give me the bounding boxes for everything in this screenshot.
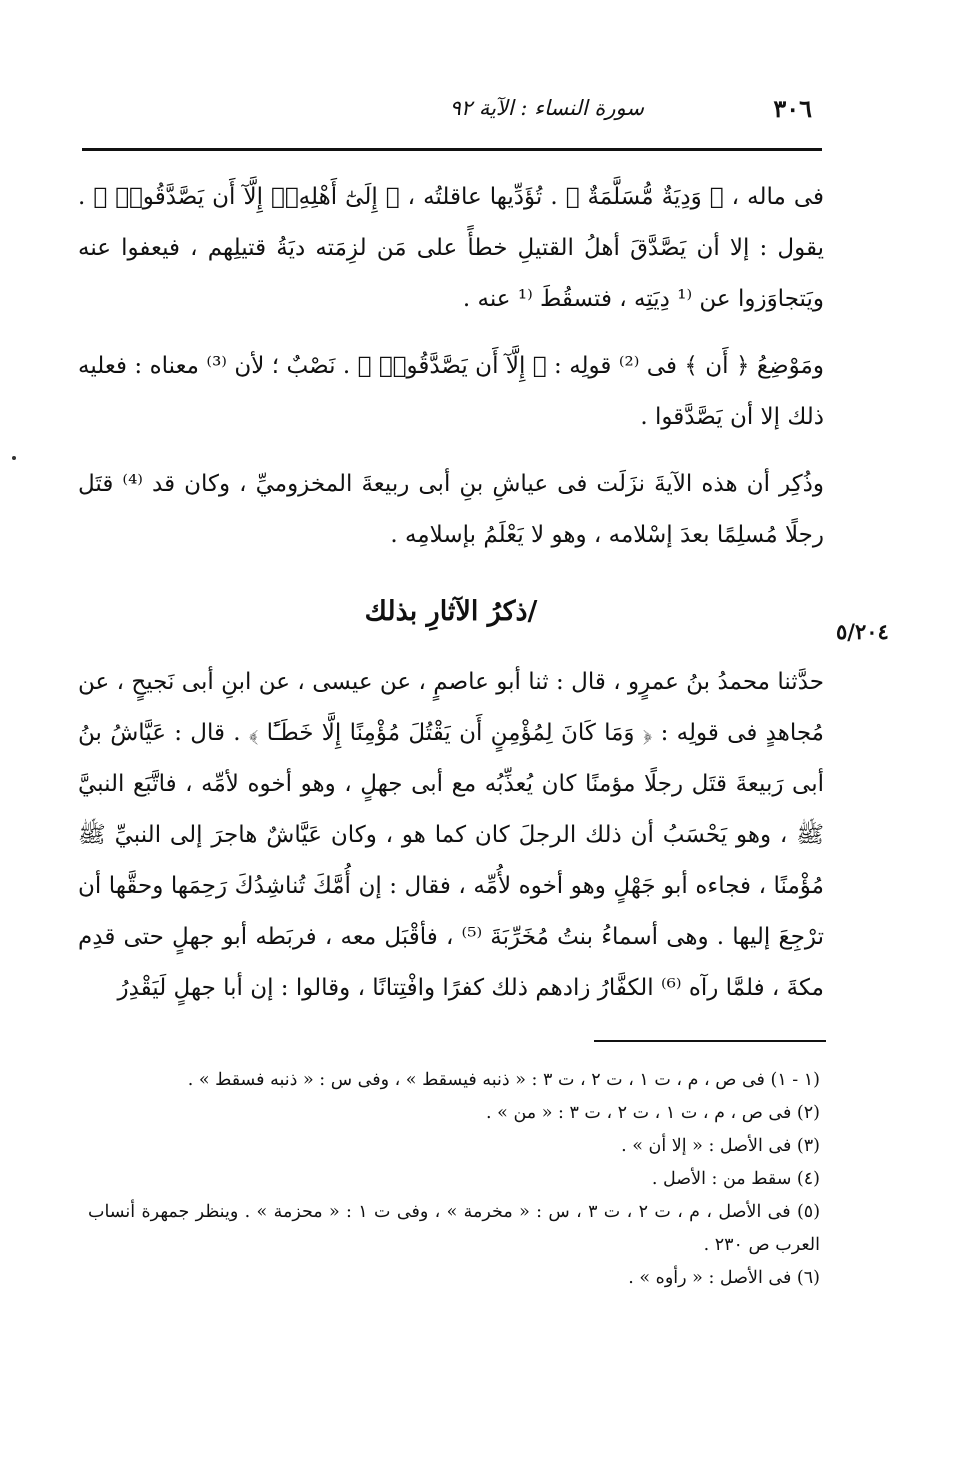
paragraph: حدَّثنا محمدُ بنُ عمرٍو ، قال : ثنا أبو عاصمٍ ، عن عيسى ، عن ابنِ أبى نَجيحٍ ، عن مُجاهدٍ فى قولِه : ﴿ وَمَا كَانَ لِمُؤْمِنٍ أَن يَقْتُلَ مُؤْمِنًا إِلَّا خَطَـًٔا ﴾ . قال : عَيَّاشُ بنُ أبى رَبيعةَ قتَل رجلًا مؤمنًا كان يُعذِّبُه مع أبى جهلٍ ، وهو أخوه لأمِّه ، فاتَّبَع النبيَّ ﷺ ، وهو يَحْسَبُ أن ذلك الرجلَ كان كما هو ، وكان عَيَّاشٌ هاجرَ إلى النبيِّ ﷺ مُؤْمنًا ، فجاءه أبو جَهْلٍ وهو أخوه لأُمِّه ، فقال : إن أُمَّكَ تُناشِدُكَ رَحِمَها وحقَّها أن ترْجِعَ إليها . وهى أسماءُ بنتُ مُخَرِّبَةَ ⁽⁵⁾ ، فأقْبَل معه ، فربَطه أبو جهلٍ حتى قدِم مكةَ ، فلمَّا رآه ⁽⁶⁾ الكفَّارُ زادهم ذلك كفرًا وافْتِتانًا ، وقالوا : إن أبا جهلٍ لَيَقْدِرُ: [78, 669, 824, 1001]
footnote-separator: [594, 1040, 826, 1042]
main-text: [78, 172, 824, 1014]
paragraph: فى ماله ، ﴿ وَدِيَةٌ مُّسَلَّمَةٌ ﴾ . تُؤَدِّيها عاقلتُه ، ﴿ إِلَىٰٓ أَهْلِهِۦٓ إِلَّآ أَن يَصَّدَّقُوا۟ ﴾ . يقول : إلا أن يَصَّدَّقَ أهلُ القتيلِ خطأً على مَن لزِمَته ديَةُ قتيلِهم ، فيعفوا عنه ويَتجاوَزوا عن ⁽¹ دِيَتِه ، فتسقُطَ ⁽¹ عنه .: [78, 184, 824, 312]
running-title: سورة النساء : الآية ٩٢: [449, 96, 644, 120]
footnote: (٥) فى الأصل ، م ، ت ٢ ، ت ٣ ، س : « مخرمة » ، وفى ت ١ : « محزمة » . وينظر جمهرة أنساب العرب ص ٢٣٠ .: [88, 1202, 821, 1255]
footnote: (١ - ١) فى ص ، م ، ت ١ ، ت ٢ ، ت ٣ : « ذنبه فيسقط » ، وفى س : « ذنبه فسقط » .: [187, 1070, 820, 1090]
margin-page-reference: ٥/٢٠٤: [836, 619, 889, 644]
footnote: (٣) فى الأصل : « إلا أن » .: [621, 1136, 820, 1156]
section-heading: /ذكرُ الآثارِ بذلك: [364, 596, 538, 627]
header-rule: [82, 148, 822, 151]
footnote: (٦) فى الأصل : « رأوه » .: [628, 1268, 820, 1288]
page-header: [82, 92, 822, 132]
scan-speck: [12, 456, 16, 460]
page-number: ٣٠٦: [773, 94, 812, 123]
footnote: (٤) سقط من : الأصل .: [651, 1169, 820, 1189]
paragraph: ومَوْضِعُ ﴿ أَن ﴾ فى ⁽²⁾ قولِه : ﴿ إِلَّآ أَن يَصَّدَّقُوا۟ ﴾ . نَصْبٌ ؛ لأن ⁽³⁾ معناه : فعليه ذلك إلا أن يَصَّدَّقوا .: [78, 353, 824, 430]
footnotes: [88, 1064, 820, 1295]
footnote: (٢) فى ص ، م ، ت ١ ، ت ٢ ، ت ٣ : « من » .: [486, 1103, 820, 1123]
paragraph: وذُكِر أن هذه الآيةَ نزَلَت فى عياشِ بنِ أبى ربيعةَ المخزوميِّ ، وكان قد ⁽⁴⁾ قتَل رجلًا مُسلِمًا بعدَ إسْلامه ، وهو لا يَعْلَمُ بإسلامِه .: [78, 471, 824, 548]
